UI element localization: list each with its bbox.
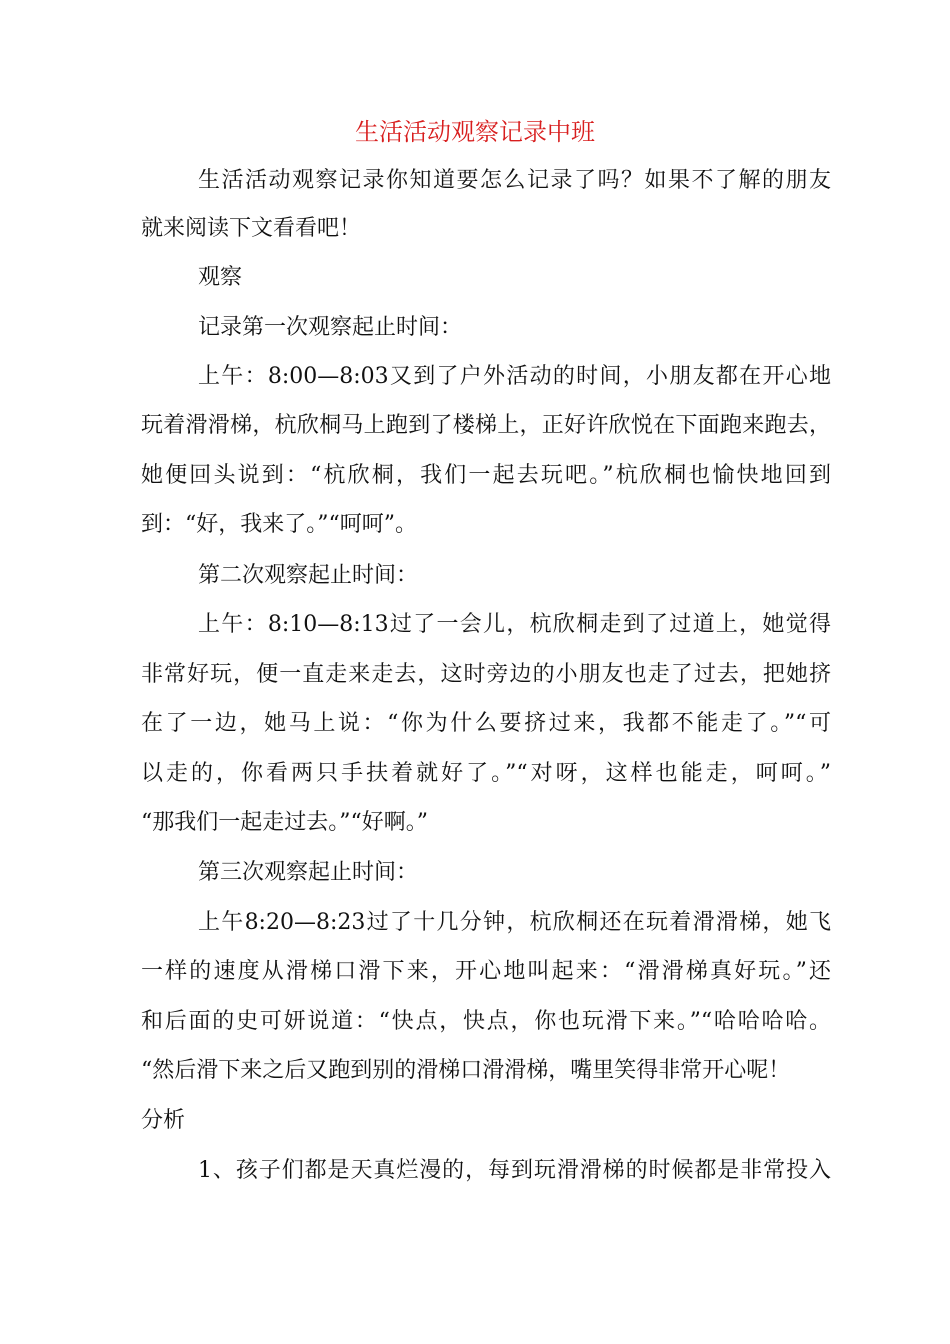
- document-title: 生活活动观察记录中班: [355, 118, 595, 146]
- paragraph-line: 上午8:20—8:23过了十几分钟，杭欣桐还在玩着滑滑梯，她飞: [198, 910, 831, 935]
- paragraph-line: 和后面的史可妍说道：“快点，快点，你也玩滑下来。”“哈哈哈哈。: [141, 1009, 831, 1034]
- paragraph-line: 非常好玩，便一直走来走去，这时旁边的小朋友也走了过去，把她挤: [141, 662, 831, 687]
- paragraph-line: 第二次观察起止时间：: [198, 563, 419, 588]
- paragraph-line: “那我们一起走过去。”“好啊。”: [141, 810, 428, 835]
- section-heading: 分析: [141, 1108, 186, 1133]
- paragraph-line: 一样的速度从滑梯口滑下来，开心地叫起来：“滑滑梯真好玩。”还: [141, 959, 831, 984]
- paragraph-line: 就来阅读下文看看吧！: [141, 216, 362, 241]
- paragraph-line: 到：“好，我来了。”“呵呵”。: [141, 512, 417, 537]
- paragraph-line: 玩着滑滑梯，杭欣桐马上跑到了楼梯上，正好许欣悦在下面跑来跑去，: [141, 413, 831, 438]
- paragraph-line: 上午：8:00—8:03又到了户外活动的时间，小朋友都在开心地: [198, 364, 831, 389]
- paragraph-line: 第三次观察起止时间：: [198, 860, 419, 885]
- paragraph-line: “然后滑下来之后又跑到别的滑梯口滑滑梯，嘴里笑得非常开心呢！: [141, 1058, 791, 1083]
- paragraph-line: 她便回头说到：“杭欣桐，我们一起去玩吧。”杭欣桐也愉快地回到: [141, 463, 831, 488]
- paragraph-line: 在了一边，她马上说：“你为什么要挤过来，我都不能走了。”“可: [141, 711, 831, 736]
- section-heading: 观察: [198, 265, 243, 290]
- paragraph-line: 上午：8:10—8:13过了一会儿，杭欣桐走到了过道上，她觉得: [198, 612, 831, 637]
- paragraph-line: 1、孩子们都是天真烂漫的，每到玩滑滑梯的时候都是非常投入: [198, 1158, 831, 1183]
- paragraph-line: 生活活动观察记录你知道要怎么记录了吗？如果不了解的朋友: [198, 168, 831, 193]
- paragraph-line: 以走的，你看两只手扶着就好了。”“对呀，这样也能走，呵呵。”: [141, 761, 831, 786]
- paragraph-line: 记录第一次观察起止时间：: [198, 315, 463, 340]
